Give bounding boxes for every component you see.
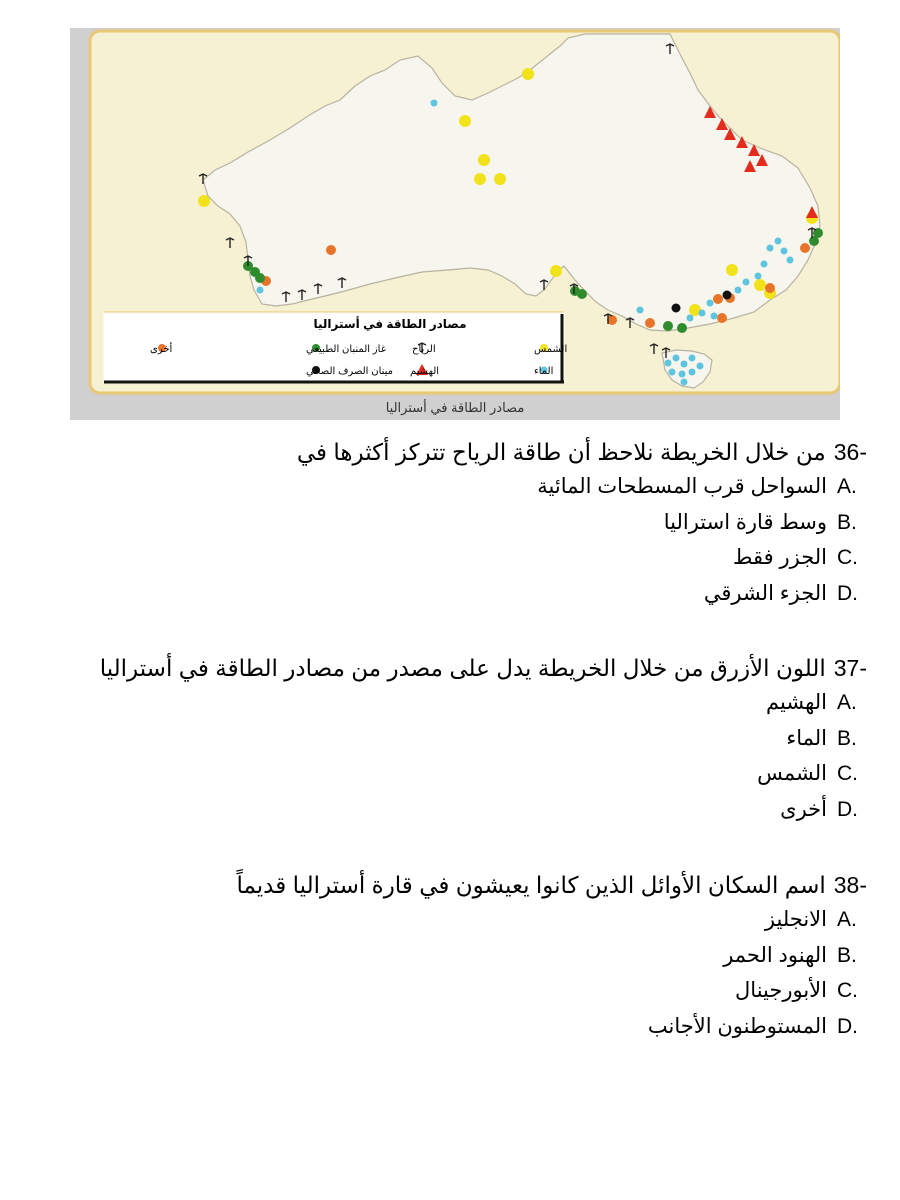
gas-dot	[677, 323, 687, 333]
legend-sun-label: الشمس	[534, 344, 568, 355]
option-letter: A.	[837, 908, 857, 931]
gas-dot	[663, 321, 673, 331]
option-c[interactable]	[47, 540, 867, 576]
gas-dot	[255, 273, 265, 283]
water-drop	[681, 379, 688, 386]
question-title	[47, 435, 867, 469]
option-letter: B.	[837, 510, 857, 534]
question-37	[47, 651, 867, 827]
water-drop	[681, 361, 688, 368]
option-text: المستوطنون الأجانب	[647, 1014, 827, 1038]
water-drop	[637, 307, 644, 314]
option-letter: D.	[837, 581, 858, 605]
other-dot	[713, 294, 723, 304]
other-dot	[645, 318, 655, 328]
sun-dot	[522, 68, 534, 80]
water-drop	[711, 313, 718, 320]
question-title	[47, 651, 867, 685]
option-c[interactable]	[47, 973, 867, 1009]
sewage-dot	[723, 291, 732, 300]
question-36	[47, 435, 867, 611]
sun-dot	[726, 264, 738, 276]
other-dot	[717, 313, 727, 323]
water-drop	[761, 261, 768, 268]
water-drop	[257, 287, 264, 294]
option-text: الهنود الحمر	[723, 943, 827, 967]
option-text: وسط قارة استراليا	[663, 510, 827, 534]
option-text: السواحل قرب المسطحات المائية	[537, 475, 827, 498]
option-text: الماء	[786, 726, 827, 750]
gas-dot	[577, 289, 587, 299]
option-text: الجزء الشرقي	[703, 581, 827, 605]
sun-dot	[754, 279, 766, 291]
australia-energy-map	[70, 28, 840, 420]
question-title	[47, 868, 867, 902]
map-legend	[104, 312, 567, 382]
water-drop	[743, 279, 750, 286]
question-number: 38-	[833, 872, 867, 898]
water-drop	[767, 245, 774, 252]
water-drop	[689, 355, 696, 362]
option-letter: C.	[837, 762, 858, 785]
water-drop	[699, 310, 706, 317]
option-letter: B.	[837, 726, 857, 750]
option-letter: C.	[837, 546, 858, 569]
gas-dot	[809, 236, 819, 246]
option-b[interactable]	[47, 721, 867, 757]
option-d[interactable]	[47, 792, 867, 828]
other-dot	[800, 243, 810, 253]
question-text: اسم السكان الأوائل الذين كانوا يعيشون في قارة أستراليا قديماً	[236, 872, 826, 898]
option-text: الهشيم	[766, 691, 827, 714]
question-text: اللون الأزرق من خلال الخريطة يدل على مصدر من مصادر الطاقة في أستراليا	[99, 655, 826, 681]
question-number: 36-	[833, 439, 867, 465]
water-drop	[735, 287, 742, 294]
sun-dot	[478, 154, 490, 166]
option-text: الانجليز	[764, 908, 827, 931]
water-drop	[775, 238, 782, 245]
option-letter: C.	[837, 979, 858, 1002]
option-a[interactable]	[47, 685, 867, 721]
water-drop	[787, 257, 794, 264]
water-drop	[669, 369, 676, 376]
option-letter: A.	[837, 475, 857, 498]
legend-title: مصادر الطاقة في أستراليا	[313, 317, 467, 331]
option-letter: D.	[837, 1014, 858, 1038]
question-number: 37-	[833, 655, 867, 681]
option-b[interactable]	[47, 505, 867, 541]
water-drop	[697, 363, 704, 370]
sun-dot	[459, 115, 471, 127]
question-text: من خلال الخريطة نلاحظ أن طاقة الرياح تتركز أكثرها في	[296, 439, 826, 465]
option-d[interactable]	[47, 1009, 867, 1045]
water-drop	[707, 300, 714, 307]
water-drop	[673, 355, 680, 362]
option-text: الشمس	[757, 762, 827, 785]
legend-water-label: الماء	[534, 366, 554, 377]
option-a[interactable]	[47, 469, 867, 505]
option-letter: B.	[837, 943, 857, 967]
other-dot	[326, 245, 336, 255]
figure-caption: مصادر الطاقة في أستراليا	[385, 400, 525, 415]
water-drop	[689, 369, 696, 376]
option-d[interactable]	[47, 576, 867, 612]
option-c[interactable]	[47, 756, 867, 792]
water-drop	[781, 248, 788, 255]
water-drop	[679, 371, 686, 378]
water-drop	[687, 315, 694, 322]
option-text: أخرى	[780, 797, 827, 821]
water-drop	[431, 100, 438, 107]
water-drop	[755, 273, 762, 280]
sun-dot	[494, 173, 506, 185]
option-b[interactable]	[47, 938, 867, 974]
other-dot	[765, 283, 775, 293]
sewage-dot	[672, 304, 681, 313]
legend-sewage-label: مينان الصرف الصحي	[306, 366, 394, 377]
option-a[interactable]	[47, 902, 867, 938]
legend-wind-label: الرياح	[412, 344, 436, 355]
water-drop	[665, 360, 672, 367]
option-letter: A.	[837, 691, 857, 714]
legend-other-label: أخرى	[150, 344, 173, 355]
question-38	[47, 868, 867, 1044]
energy-map-figure	[70, 28, 840, 420]
legend-gas-label: غاز المنبان الطبيعي	[306, 344, 386, 355]
sun-dot	[550, 265, 562, 277]
option-text: الجزر فقط	[733, 546, 827, 569]
option-text: الأبورجينال	[735, 979, 827, 1002]
sun-dot	[474, 173, 486, 185]
sun-dot	[198, 195, 210, 207]
legend-biomass-label: الهشيم	[410, 366, 440, 377]
option-letter: D.	[837, 797, 858, 821]
